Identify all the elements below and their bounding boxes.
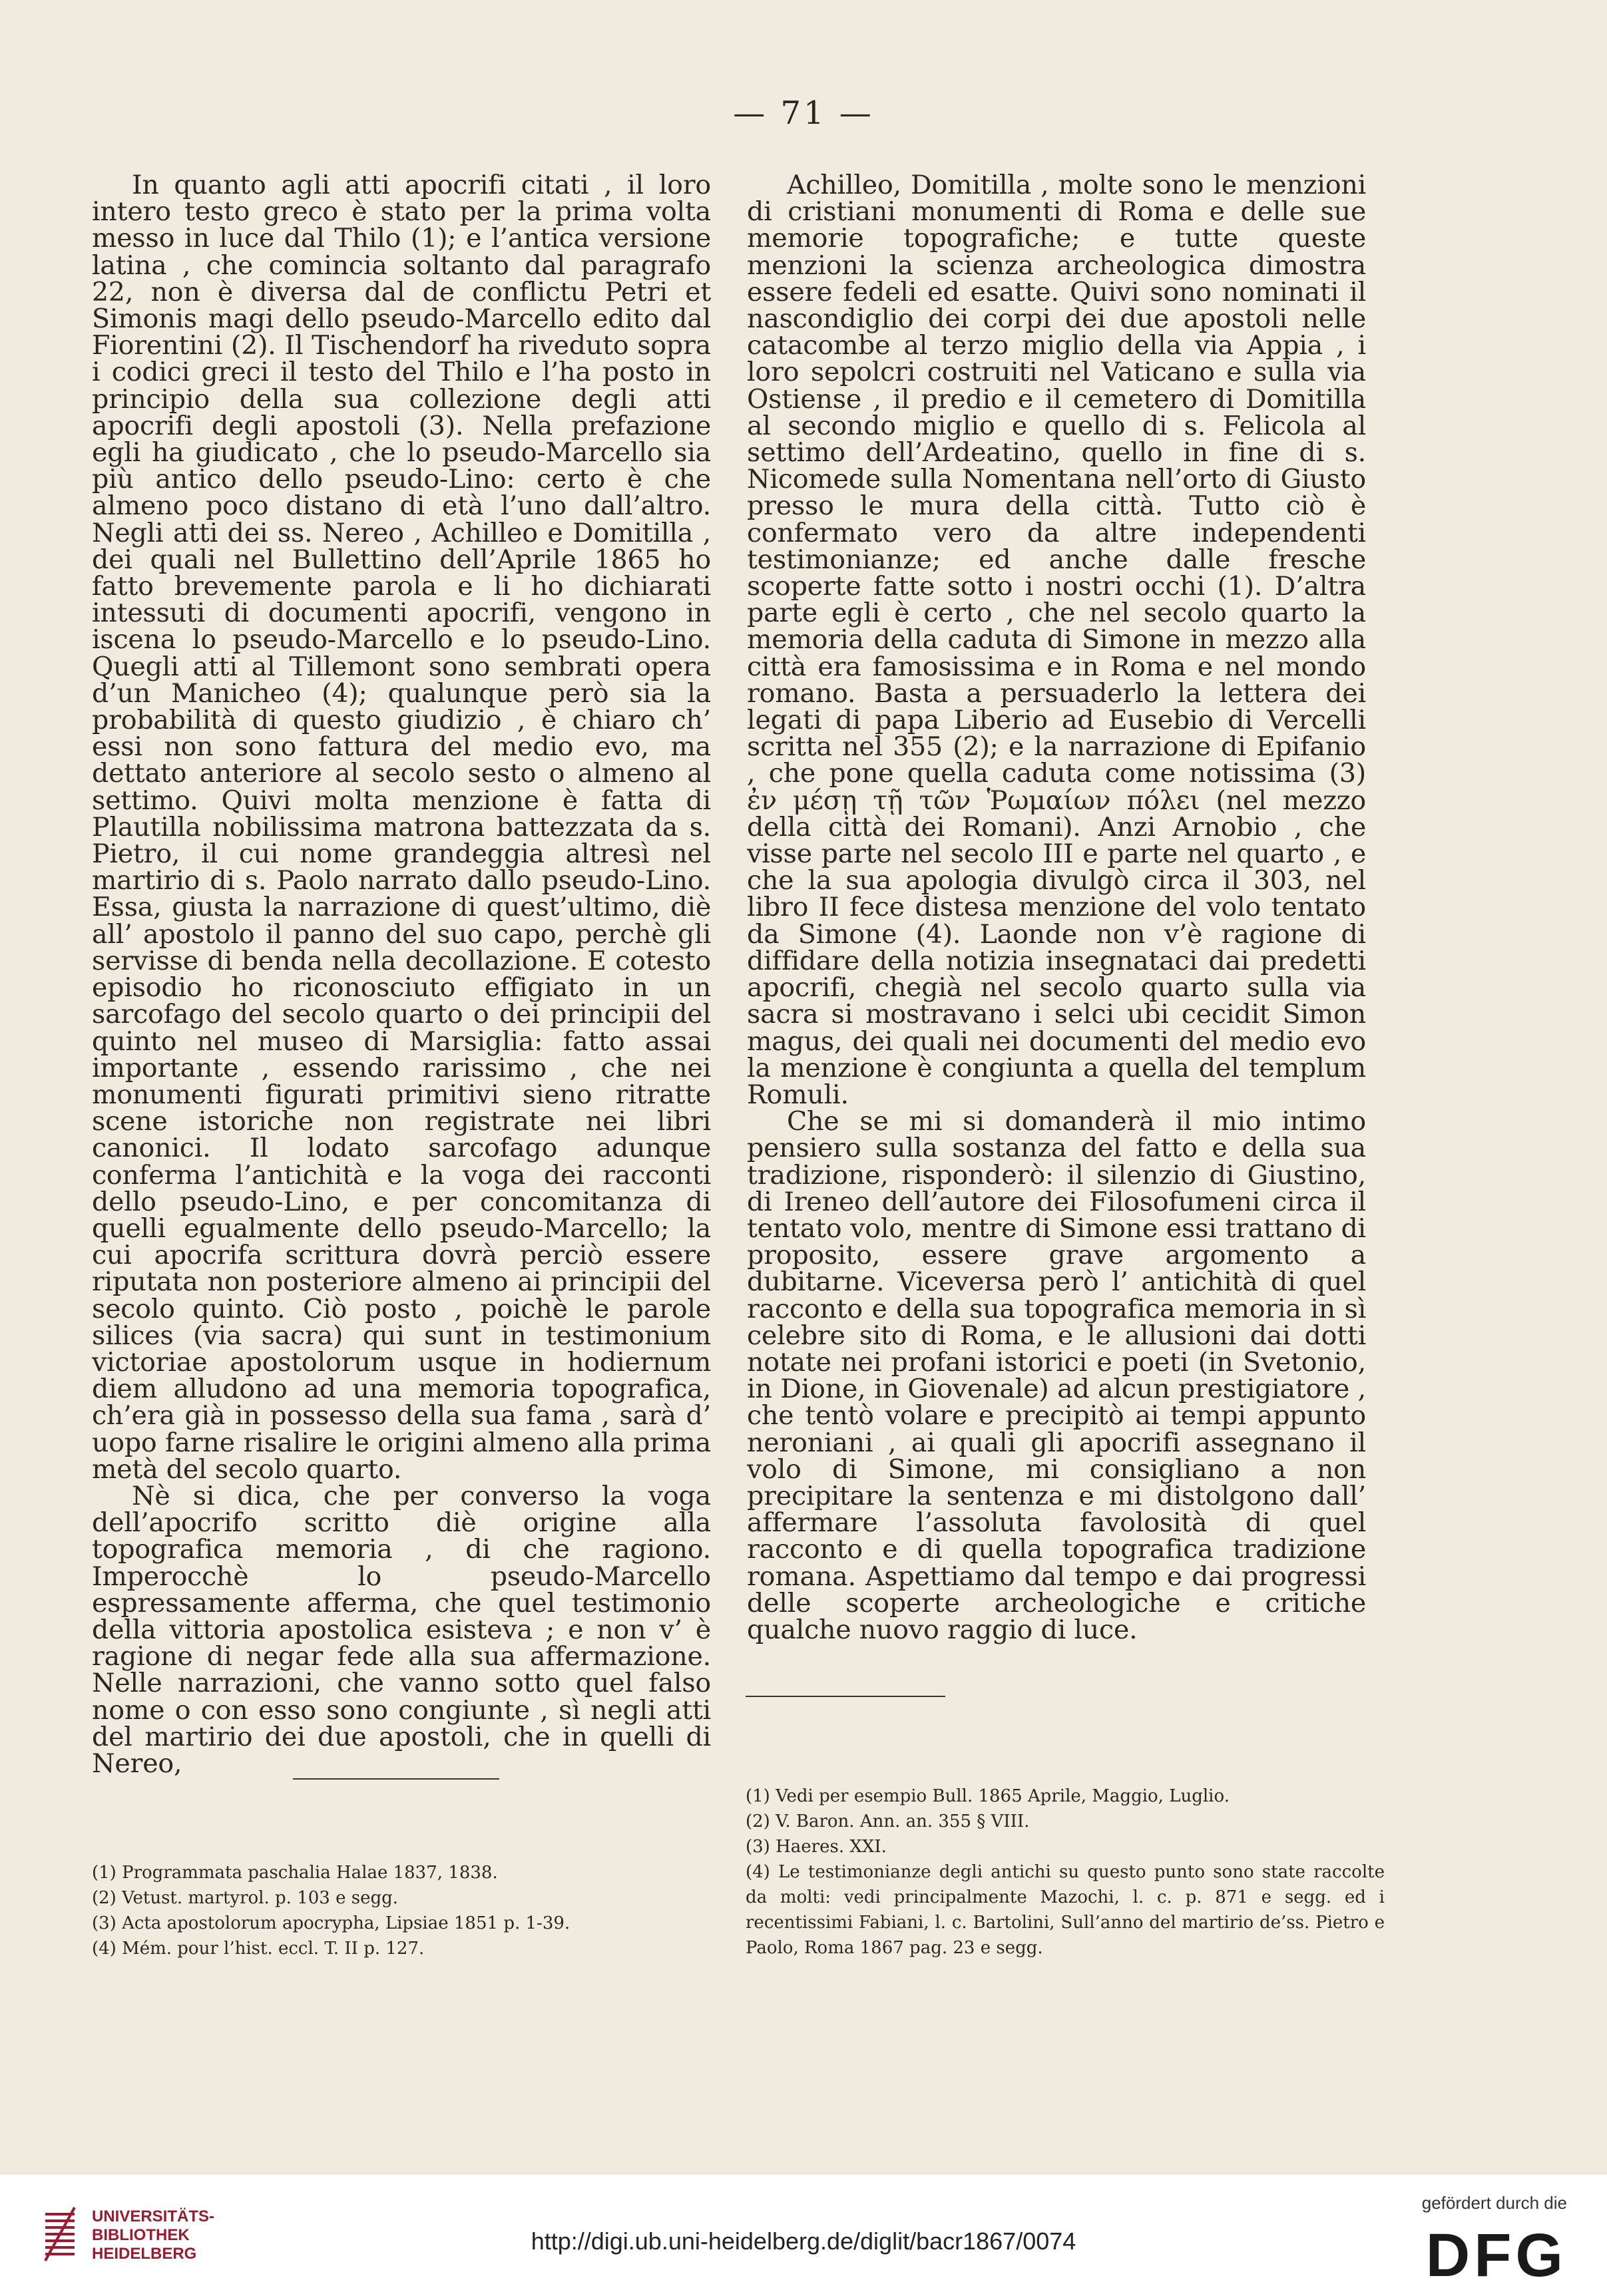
left-footnotes bbox=[92, 1860, 691, 1961]
right-footnote-divider bbox=[746, 1696, 945, 1697]
right-footnotes bbox=[746, 1784, 1385, 1961]
left-column bbox=[92, 172, 711, 1777]
footnote: (4) Mém. pour l’hist. eccl. T. II p. 127. bbox=[92, 1939, 425, 1959]
left-paragraph-2: Nè si dica, che per converso la voga dell’apocrifo scritto diè origine alla topografica memoria , di che ragiono. Imperocchè lo pseudo-Marcello espressamente afferma, che quel testimonio della vittoria apostolica esisteva ; e non v’ è ragione di negar fede alla sua affermazione. Nelle narrazioni, che vanno sotto quel falso nome o con esso sono congiunte , sì negli atti del martirio dei due apostoli, che in quelli di Nereo, bbox=[92, 1480, 711, 1779]
right-paragraph-2: Che se mi si domanderà il mio intimo pensiero sulla sostanza del fatto e della sua tradizione, risponderò: il silenzio di Giustino, di Ireneo dell’autore dei Filosofumeni circa il tentato volo, mentre di Simone essi trattano di proposito, essere grave argomento a dubitarne. Viceversa però l’ antichità di quel racconto e della sua topografica memoria in sì celebre sito di Roma, e le allusioni dai dotti notate nei profani istorici e poeti (in Svetonio, in Dione, in Giovenale) ad alcun prestigiatore , che tentò volare e precipitò ai tempi appunto neroniani , ai quali gli apocrifi assegnano il volo di Simone, mi consigliano a non precipitare la sentenza e mi distolgono dall’ affermare l’assoluta favolosità di quel racconto e di quella topografica tradizione romana. Aspettiamo dal tempo e dai progressi delle scoperte archeologiche e critiche qualche nuovo raggio di luce. bbox=[747, 1106, 1366, 1645]
library-name-line: HEIDELBERG bbox=[92, 2245, 197, 2263]
left-paragraph-1: In quanto agli atti apocrifi citati , il loro intero testo greco è stato per la prima volta messo in luce dal Thilo (1); e l’antica versione latina , che comincia soltanto dal paragrafo 22, non è diversa dal de conflictu Petri et Simonis magi dello pseudo-Marcello edito dal Fiorentini (2). Il Tischendorf ha riveduto sopra i codici greci il testo del Thilo e l’ha posto in principio della sua collezione degli atti apocrifi degli apostoli (3). Nella prefazione egli ha giudicato , che lo pseudo-Marcello sia più antico dello pseudo-Lino: certo è che almeno poco distano di età l’uno dall’altro. Negli atti dei ss. Nereo , Achilleo e Domitilla , dei quali nel Bullettino dell’Aprile 1865 ho fatto brevemente parola e li ho dichiarati intessuti di documenti apocrifi, vengono in iscena lo pseudo-Marcello e lo pseudo-Lino. Quegli atti al Tillemont sono sembrati opera d’un Manicheo (4); qualunque però sia la probabilità di questo giudizio , è chiaro ch’ essi non sono fattura del medio evo, ma dettato anteriore al secolo sesto o almeno al settimo. Quivi molta menzione è fatta di Plautilla nobilissima matrona battezzata da s. Pietro, il cui nome grandeggia altresì nel martirio di s. Paolo narrato dallo pseudo-Lino. Essa, giusta la narrazione di quest’ultimo, diè all’ apostolo il panno del suo capo, perchè gli servisse di benda nella decollazione. E cotesto episodio ho riconosciuto effigiato in un sarcofago del secolo quarto o dei principii del quinto nel museo di Marsiglia: fatto assai importante , essendo rarissimo , che nei monumenti figurati primitivi sieno ritratte scene istoriche non registrate nei libri canonici. Il lodato sarcofago adunque conferma l’antichità e la voga dei racconti dello pseudo-Lino, e per concomitanza di quelli egualmente dello pseudo-Marcello; la cui apocrifa scrittura dovrà perciò essere riputata non posteriore almeno ai principii del secolo quinto. Ciò posto , poichè le parole silices (via sacra) qui sunt in testimonium victoriae apostolorum usque in hodiernum diem alludono ad una memoria topografica, ch’era già in possesso della sua fama , sarà d’ uopo farne risalire le origini almeno alla prima metà del secolo quarto. bbox=[92, 170, 711, 1485]
right-column bbox=[747, 172, 1366, 1643]
footer-bar bbox=[0, 2174, 1607, 2296]
sponsor-label: gefördert durch die bbox=[1421, 2193, 1567, 2213]
footnote: (3) Haeres. XXI. bbox=[746, 1837, 887, 1857]
source-url-link[interactable]: http://digi.ub.uni-heidelberg.de/diglit/bacr1867/0074 bbox=[531, 2227, 1076, 2255]
page-number: — 71 — bbox=[733, 95, 874, 132]
footnote: (2) Vetust. martyrol. p. 103 e segg. bbox=[92, 1888, 399, 1908]
footnote: (2) V. Baron. Ann. an. 355 § VIII. bbox=[746, 1812, 1030, 1831]
footnote: (1) Vedi per esempio Bull. 1865 Aprile, Maggio, Luglio. bbox=[746, 1786, 1230, 1806]
dfg-logo: DFG bbox=[1425, 2221, 1567, 2289]
left-footnote-divider bbox=[293, 1778, 499, 1780]
footnote: (3) Acta apostolorum apocrypha, Lipsiae 1851 p. 1-39. bbox=[92, 1913, 571, 1933]
footnote: (4) Le testimonianze degli antichi su questo punto sono state raccolte da molti: vedi principalmente Mazochi, l. c. p. 871 e segg. ed i recentissimi Fabiani, l. c. Bartolini, Sull’anno del martirio de’ss. Pietro e Paolo, Roma 1867 pag. 23 e segg. bbox=[746, 1862, 1385, 1958]
library-name-line: UNIVERSITÄTS- bbox=[92, 2207, 215, 2225]
right-paragraph-1: Achilleo, Domitilla , molte sono le menzioni di cristiani monumenti di Roma e delle sue memorie topografiche; e tutte queste menzioni la scienza archeologica dimostra essere fedeli ed esatte. Quivi sono nominati il nascondiglio dei corpi dei due apostoli nelle catacombe al terzo miglio della via Appia , i loro sepolcri costruiti nel Vaticano e sulla via Ostiense , il predio e il cemetero di Domitilla al secondo miglio e quello di s. Felicola al settimo dell’Ardeatino, quello in fine di s. Nicomede sulla Nomentana nell’orto di Giusto presso le mura della città. Tutto ciò è confermato vero da altre independenti testimonianze; ed anche dalle fresche scoperte fatte sotto i nostri occhi (1). D’altra parte egli è certo , che nel secolo quarto la memoria della caduta di Simone in mezzo alla città era famosissima e in Roma e nel mondo romano. Basta a persuaderlo la lettera dei legati di papa Liberio ad Eusebio di Vercelli scritta nel 355 (2); e la narrazione di Epifanio , che pone quella caduta come notissima (3) ἐν μέσῃ τῇ τῶν Ῥωμαίων πόλει (nel mezzo della città dei Romani). Anzi Arnobio , che visse parte nel secolo III e parte nel quarto , e che la sua apologia divulgò circa il 303, nel libro II fece distesa menzione del volo tentato da Simone (4). Laonde non v’è ragione di diffidare della notizia insegnataci dai predetti apocrifi, chegià nel secolo quarto sulla via sacra si mostravano i selci ubi cecidit Simon magus, dei quali nei documenti del medio evo la menzione è congiunta a quella del templum Romuli. bbox=[747, 170, 1366, 1110]
library-name-line: BIBLIOTHEK bbox=[92, 2226, 190, 2244]
footnote: (1) Programmata paschalia Halae 1837, 1838. bbox=[92, 1863, 498, 1883]
